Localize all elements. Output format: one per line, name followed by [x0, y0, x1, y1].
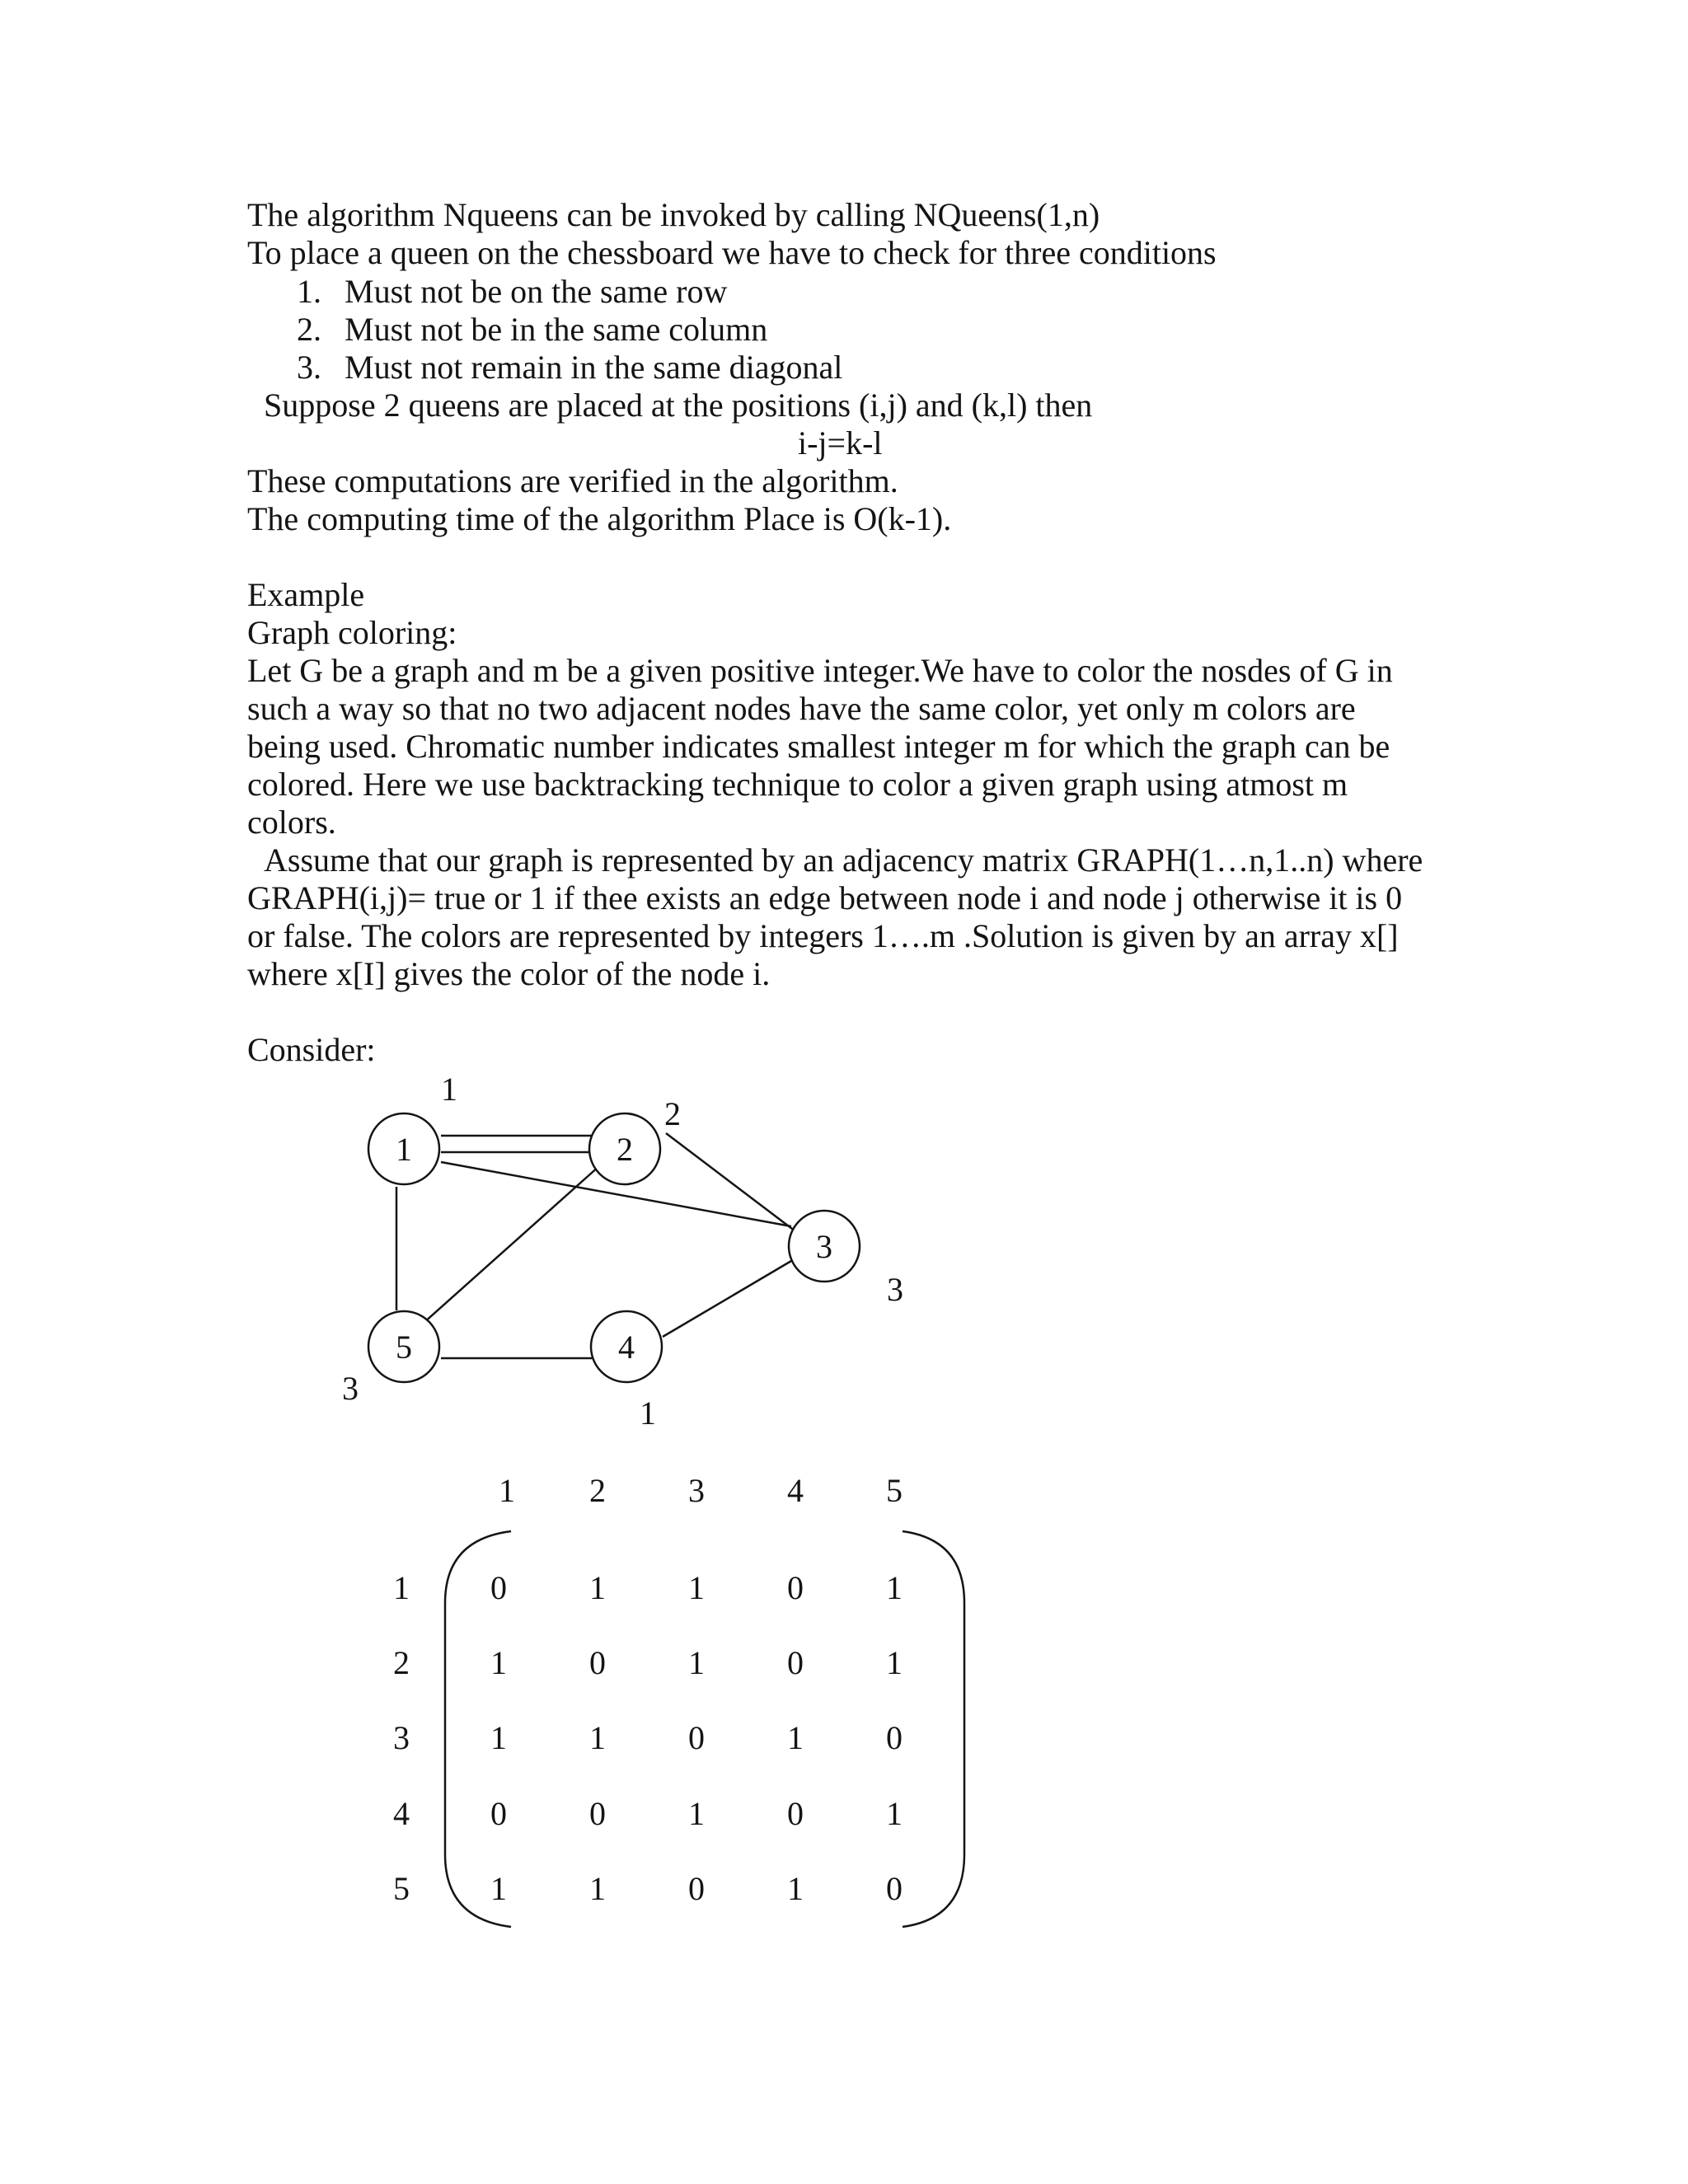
paragraph-line: or false. The colors are represented by integers 1….m .Solution is given by an array x[]: [247, 917, 1399, 954]
matrix-cell: 0: [490, 1795, 507, 1832]
paragraph-line: colors.: [247, 804, 336, 841]
matrix-column-headers: [499, 1472, 903, 1509]
matrix-cell: 1: [886, 1569, 903, 1606]
matrix-row: [490, 1870, 903, 1907]
matrix-cell: 1: [490, 1870, 507, 1907]
paragraph-line: Let G be a graph and m be a given positive integer.We have to color the nosdes of G in: [247, 652, 1393, 689]
edge-3-4: [663, 1261, 791, 1337]
matrix-row-headers: [393, 1569, 410, 1907]
matrix-right-bracket: [903, 1531, 964, 1927]
node-color-label: 3: [887, 1271, 903, 1308]
matrix-col-header: 4: [787, 1472, 804, 1509]
condition-text: Must not be in the same column: [345, 311, 768, 348]
paragraph-line: being used. Chromatic number indicates smallest integer m for which the graph can be: [247, 728, 1390, 765]
matrix-cell: 1: [787, 1870, 804, 1907]
condition-text: Must not be on the same row: [345, 273, 728, 310]
matrix-cell: 1: [886, 1795, 903, 1832]
matrix-cell: 0: [886, 1719, 903, 1756]
matrix-cell: 0: [688, 1870, 705, 1907]
graph-node-3: [789, 1211, 860, 1282]
matrix-cell: 1: [589, 1719, 606, 1756]
node-color-label: 1: [441, 1071, 457, 1108]
condition-text: Must not remain in the same diagonal: [345, 349, 843, 386]
matrix-cell: 1: [688, 1569, 705, 1606]
matrix-col-header: 3: [688, 1472, 705, 1509]
matrix-cell: 0: [787, 1569, 804, 1606]
condition-number: 1.: [297, 273, 321, 310]
matrix-row-header: 3: [393, 1719, 410, 1756]
example-heading: Example: [247, 576, 365, 613]
paragraph-line: where x[I] gives the color of the node i.: [247, 955, 771, 992]
node-label: 1: [396, 1131, 412, 1168]
matrix-row-header: 2: [393, 1644, 410, 1681]
matrix-cell: 1: [589, 1870, 606, 1907]
consider-label: Consider:: [247, 1031, 376, 1068]
condition-number: 3.: [297, 349, 321, 386]
matrix-cell: 1: [490, 1719, 507, 1756]
node-label: 4: [618, 1329, 635, 1366]
verified-line: These computations are verified in the algorithm.: [247, 462, 898, 499]
condition-number: 2.: [297, 311, 321, 348]
graph-coloring-heading: Graph coloring:: [247, 614, 457, 651]
node-color-label: 1: [640, 1394, 656, 1432]
matrix-cell: 1: [688, 1644, 705, 1681]
matrix-cell: 0: [589, 1644, 606, 1681]
matrix-cell: 0: [688, 1719, 705, 1756]
edge-2-3: [666, 1133, 795, 1231]
matrix-col-header: 5: [886, 1472, 903, 1509]
matrix-cell: 1: [490, 1644, 507, 1681]
matrix-col-header: 2: [589, 1472, 606, 1509]
matrix-row: [490, 1719, 903, 1756]
node-label: 5: [396, 1329, 412, 1366]
nqueens-conditions-intro: To place a queen on the chessboard we have to check for three conditions: [247, 234, 1217, 271]
matrix-row: [490, 1795, 903, 1832]
matrix-row: [490, 1569, 903, 1606]
matrix-cell: 1: [589, 1569, 606, 1606]
nqueens-invoke-line: The algorithm Nqueens can be invoked by calling NQueens(1,n): [247, 196, 1100, 233]
graph-node-4: [591, 1311, 662, 1382]
matrix-col-header: 1: [499, 1472, 515, 1509]
graph-node-5: [368, 1311, 439, 1382]
matrix-cell: 0: [787, 1644, 804, 1681]
matrix-cell: 1: [688, 1795, 705, 1832]
matrix-cell: 1: [886, 1644, 903, 1681]
matrix-cell: 1: [787, 1719, 804, 1756]
paragraph-line: colored. Here we use backtracking technique to color a given graph using atmost m: [247, 766, 1348, 803]
matrix-row-header: 1: [393, 1569, 410, 1606]
node-color-label: 2: [664, 1095, 681, 1132]
matrix-row-header: 5: [393, 1870, 410, 1907]
paragraph-line: such a way so that no two adjacent nodes have the same color, yet only m colors are: [247, 690, 1356, 727]
graph-node-2: [589, 1113, 660, 1184]
computing-time-line: The computing time of the algorithm Place is O(k-1).: [247, 500, 952, 537]
matrix-cell: 0: [787, 1795, 804, 1832]
matrix-cell: 0: [886, 1870, 903, 1907]
node-color-label: 3: [342, 1370, 359, 1407]
matrix-row-header: 4: [393, 1795, 410, 1832]
paragraph-line: GRAPH(i,j)= true or 1 if thee exists an edge between node i and node j otherwise it is 0: [247, 879, 1403, 916]
paragraph-line: Assume that our graph is represented by an adjacency matrix GRAPH(1…n,1..n) where: [264, 841, 1423, 879]
edge-2-5: [415, 1165, 600, 1330]
graph-node-1: [368, 1113, 439, 1184]
node-label: 2: [617, 1131, 633, 1168]
matrix-cell: 0: [490, 1569, 507, 1606]
node-label: 3: [816, 1228, 832, 1265]
diagonal-equation: i-j=k-l: [798, 424, 883, 462]
matrix-row: [490, 1644, 903, 1681]
suppose-line: Suppose 2 queens are placed at the positions (i,j) and (k,l) then: [264, 387, 1093, 424]
matrix-cell: 0: [589, 1795, 606, 1832]
